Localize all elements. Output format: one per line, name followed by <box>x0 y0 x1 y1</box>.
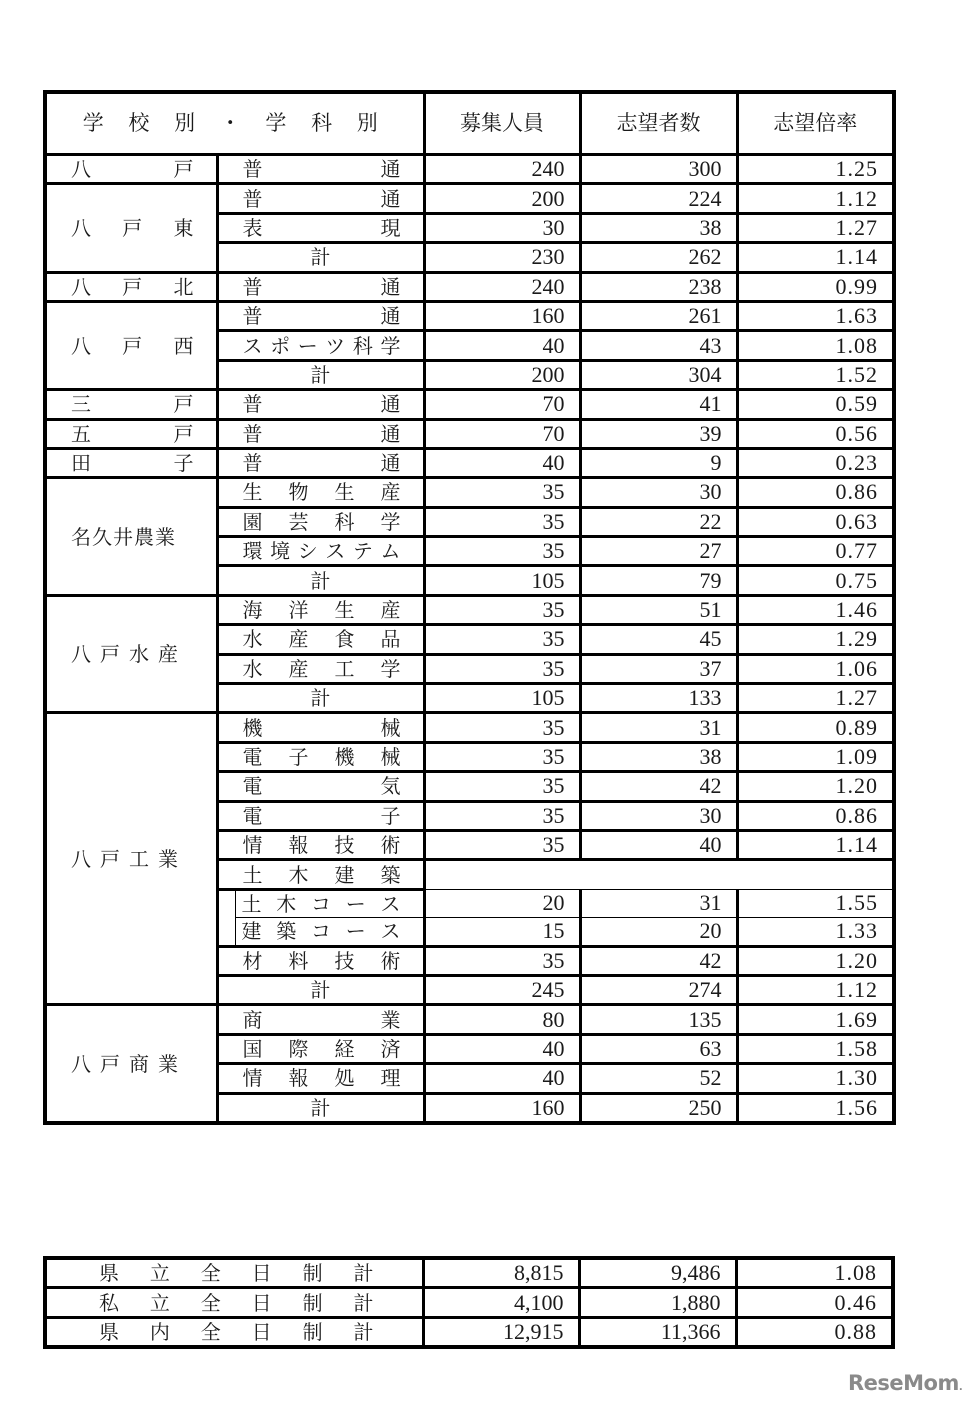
summary-applicants: 11,366 <box>579 1317 736 1347</box>
summary-ratio: 0.46 <box>736 1288 893 1317</box>
school-name: 八 戸 西 <box>45 301 217 389</box>
cell-applicants: 38 <box>580 213 737 242</box>
summary-applicants: 9,486 <box>579 1258 736 1288</box>
cell-ratio: 1.08 <box>737 331 894 360</box>
cell-applicants: 43 <box>580 331 737 360</box>
cell-capacity: 240 <box>424 155 580 184</box>
cell-ratio: 1.56 <box>737 1093 894 1123</box>
department-total: 計 <box>217 243 424 272</box>
cell-applicants: 262 <box>580 243 737 272</box>
summary-row <box>45 1258 893 1288</box>
cell-applicants: 79 <box>580 566 737 595</box>
cell-ratio: 0.59 <box>737 390 894 419</box>
cell-ratio: 1.52 <box>737 360 894 389</box>
school-name: 八 戸 東 <box>45 184 217 272</box>
table-row <box>45 155 894 184</box>
cell-capacity: 240 <box>424 272 580 301</box>
department-text: 普 通 <box>242 421 401 446</box>
department-text: 土 木 建 築 <box>242 862 401 887</box>
cell-applicants: 51 <box>580 595 737 624</box>
department-name <box>217 801 424 830</box>
application-ratio-table <box>43 90 896 1125</box>
department-name <box>217 1064 424 1093</box>
department-text: ス ポ ー ツ 科 学 <box>242 333 401 358</box>
cell-applicants: 42 <box>580 772 737 801</box>
cell-ratio: 1.55 <box>737 889 894 917</box>
department-text: 生 物 生 産 <box>242 480 401 505</box>
summary-capacity: 4,100 <box>423 1288 579 1317</box>
cell-ratio: 1.30 <box>737 1064 894 1093</box>
department-course: 土 木 コ ー ス <box>235 889 424 917</box>
table-row <box>45 184 894 213</box>
table-row <box>45 390 894 419</box>
cell-capacity: 35 <box>424 654 580 683</box>
summary-capacity: 12,915 <box>423 1317 579 1347</box>
cell-capacity: 40 <box>424 1064 580 1093</box>
cell-applicants: 133 <box>580 684 737 713</box>
cell-ratio: 1.29 <box>737 625 894 654</box>
resemom-logo: ReseMom. <box>848 1371 962 1395</box>
department-total: 計 <box>217 1093 424 1123</box>
department-text: 海 洋 生 産 <box>242 598 401 623</box>
cell-capacity: 35 <box>424 537 580 566</box>
cell-ratio: 1.09 <box>737 742 894 771</box>
cell-ratio: 1.20 <box>737 946 894 975</box>
cell-ratio: 1.20 <box>737 772 894 801</box>
table-row <box>45 272 894 301</box>
cell-applicants: 274 <box>580 975 737 1004</box>
school-name: 八戸商業 <box>45 1005 217 1123</box>
cell-ratio: 1.25 <box>737 155 894 184</box>
cell-applicants: 31 <box>580 713 737 742</box>
cell-capacity: 35 <box>424 742 580 771</box>
cell-ratio: 0.86 <box>737 478 894 507</box>
department-name <box>217 830 424 859</box>
cell-applicants: 27 <box>580 537 737 566</box>
department-text: 水 産 食 品 <box>242 627 401 652</box>
cell-ratio: 1.58 <box>737 1034 894 1063</box>
department-text: 普 通 <box>242 392 401 417</box>
cell-capacity: 200 <box>424 184 580 213</box>
department-name <box>217 331 424 360</box>
cell-capacity: 35 <box>424 507 580 536</box>
table-row <box>45 419 894 448</box>
cell-capacity: 35 <box>424 478 580 507</box>
department-text: 国 際 経 済 <box>242 1036 401 1061</box>
school-name: 五 戸 <box>45 419 217 448</box>
table-row <box>45 713 894 742</box>
department-name <box>217 537 424 566</box>
department-text: 商 業 <box>242 1007 401 1032</box>
cell-ratio: 1.14 <box>737 830 894 859</box>
department-text: 環 境 シ ス テ ム <box>242 539 401 564</box>
department-text: 情 報 処 理 <box>242 1066 401 1091</box>
cell-capacity: 70 <box>424 419 580 448</box>
department-name <box>217 742 424 771</box>
department-total: 計 <box>217 975 424 1004</box>
cell-capacity: 230 <box>424 243 580 272</box>
cell-ratio: 1.27 <box>737 213 894 242</box>
department-text: 普 通 <box>242 451 401 476</box>
cell-capacity: 20 <box>424 889 580 917</box>
cell-applicants: 261 <box>580 301 737 330</box>
department-text: 電 子 機 械 <box>242 745 401 769</box>
header-school-dept: 学 校 別 ・ 学 科 別 <box>45 92 424 155</box>
cell-applicants: 20 <box>580 918 737 946</box>
cell-applicants: 38 <box>580 742 737 771</box>
cell-ratio: 1.27 <box>737 684 894 713</box>
cell-capacity: 40 <box>424 1034 580 1063</box>
department-text: 普 通 <box>242 157 401 182</box>
cell-capacity: 80 <box>424 1005 580 1034</box>
cell-ratio: 0.89 <box>737 713 894 742</box>
cell-applicants: 250 <box>580 1093 737 1123</box>
cell-ratio: 1.12 <box>737 975 894 1004</box>
department-name <box>217 946 424 975</box>
cell-ratio: 0.23 <box>737 448 894 477</box>
department-name <box>217 155 424 184</box>
cell-ratio: 0.63 <box>737 507 894 536</box>
summary-row <box>45 1288 893 1317</box>
summary-ratio: 0.88 <box>736 1317 893 1347</box>
cell-applicants: 41 <box>580 390 737 419</box>
department-name <box>217 478 424 507</box>
cell-applicants: 37 <box>580 654 737 683</box>
department-name <box>217 772 424 801</box>
cell-capacity: 105 <box>424 684 580 713</box>
department-text: 水 産 工 学 <box>242 656 401 681</box>
department-text: 園 芸 科 学 <box>242 509 401 534</box>
department-total: 計 <box>217 566 424 595</box>
department-name <box>217 184 424 213</box>
summary-ratio: 1.08 <box>736 1258 893 1288</box>
cell-applicants: 22 <box>580 507 737 536</box>
cell-capacity: 35 <box>424 946 580 975</box>
cell-ratio: 1.12 <box>737 184 894 213</box>
cell-capacity: 35 <box>424 801 580 830</box>
table-row <box>45 595 894 624</box>
department-name <box>217 272 424 301</box>
department-text: 普 通 <box>242 304 401 329</box>
cell-capacity: 200 <box>424 360 580 389</box>
department-name <box>217 301 424 330</box>
department-total: 計 <box>217 360 424 389</box>
cell-applicants: 40 <box>580 830 737 859</box>
cell-capacity: 245 <box>424 975 580 1004</box>
department-course: 建 築 コ ー ス <box>235 918 424 946</box>
cell-capacity: 40 <box>424 448 580 477</box>
department-name <box>217 860 424 889</box>
school-name: 八 戸 <box>45 155 217 184</box>
department-name <box>217 1005 424 1034</box>
department-name <box>217 448 424 477</box>
cell-applicants: 300 <box>580 155 737 184</box>
cell-capacity: 35 <box>424 830 580 859</box>
department-text: 機 械 <box>242 715 401 740</box>
summary-capacity: 8,815 <box>423 1258 579 1288</box>
cell-ratio: 0.77 <box>737 537 894 566</box>
cell-capacity: 30 <box>424 213 580 242</box>
cell-capacity: 160 <box>424 301 580 330</box>
cell-applicants: 9 <box>580 448 737 477</box>
department-name <box>217 390 424 419</box>
cell-capacity: 160 <box>424 1093 580 1123</box>
department-text: 電 気 <box>242 774 401 799</box>
cell-applicants: 45 <box>580 625 737 654</box>
summary-label: 県 立 全 日 制 計 <box>45 1258 423 1288</box>
summary-label: 県 内 全 日 制 計 <box>45 1317 423 1347</box>
summary-label: 私 立 全 日 制 計 <box>45 1288 423 1317</box>
cell-applicants: 304 <box>580 360 737 389</box>
cell-ratio: 1.46 <box>737 595 894 624</box>
department-name <box>217 595 424 624</box>
department-text: 普 通 <box>242 274 401 299</box>
cell-applicants: 52 <box>580 1064 737 1093</box>
cell-capacity: 105 <box>424 566 580 595</box>
cell-applicants: 30 <box>580 478 737 507</box>
department-text: 普 通 <box>242 186 401 211</box>
header-ratio: 志望倍率 <box>737 92 894 155</box>
school-name: 三 戸 <box>45 390 217 419</box>
department-name <box>217 713 424 742</box>
school-name: 八戸水産 <box>45 595 217 713</box>
table-row <box>45 448 894 477</box>
department-name <box>217 625 424 654</box>
department-name <box>217 419 424 448</box>
cell-applicants: 63 <box>580 1034 737 1063</box>
cell-ratio: 0.86 <box>737 801 894 830</box>
school-name: 八 戸 北 <box>45 272 217 301</box>
school-name: 名久井農業 <box>45 478 217 596</box>
header-capacity: 募集人員 <box>424 92 580 155</box>
cell-ratio: 1.33 <box>737 918 894 946</box>
department-name <box>217 1034 424 1063</box>
cell-capacity: 35 <box>424 713 580 742</box>
department-name <box>217 654 424 683</box>
cell-capacity: 40 <box>424 331 580 360</box>
cell-capacity: 15 <box>424 918 580 946</box>
header-applicants: 志望者数 <box>580 92 737 155</box>
cell-capacity: 70 <box>424 390 580 419</box>
cell-ratio: 1.63 <box>737 301 894 330</box>
cell-applicants: 135 <box>580 1005 737 1034</box>
cell-ratio: 0.75 <box>737 566 894 595</box>
cell-ratio: 1.14 <box>737 243 894 272</box>
cell-applicants: 30 <box>580 801 737 830</box>
cell-ratio: 1.69 <box>737 1005 894 1034</box>
department-text: 表 現 <box>242 215 401 240</box>
school-name: 八戸工業 <box>45 713 217 1005</box>
cell-applicants: 31 <box>580 889 737 917</box>
cell-applicants: 42 <box>580 946 737 975</box>
summary-table <box>43 1256 895 1349</box>
table-row <box>45 478 894 507</box>
cell-ratio: 0.99 <box>737 272 894 301</box>
cell-capacity: 35 <box>424 772 580 801</box>
department-total: 計 <box>217 684 424 713</box>
cell-capacity: 35 <box>424 595 580 624</box>
department-text: 情 報 技 術 <box>242 833 401 858</box>
cell-capacity: 35 <box>424 625 580 654</box>
department-name <box>217 213 424 242</box>
empty-cell <box>424 860 894 889</box>
cell-applicants: 39 <box>580 419 737 448</box>
school-name: 田 子 <box>45 448 217 477</box>
department-name <box>217 507 424 536</box>
summary-applicants: 1,880 <box>579 1288 736 1317</box>
cell-ratio: 0.56 <box>737 419 894 448</box>
department-text: 電 子 <box>242 803 401 828</box>
table-header-row <box>45 92 894 155</box>
summary-row <box>45 1317 893 1347</box>
cell-ratio: 1.06 <box>737 654 894 683</box>
table-row <box>45 1005 894 1034</box>
cell-applicants: 224 <box>580 184 737 213</box>
cell-applicants: 238 <box>580 272 737 301</box>
table-row <box>45 301 894 330</box>
department-text: 材 料 技 術 <box>242 948 401 973</box>
